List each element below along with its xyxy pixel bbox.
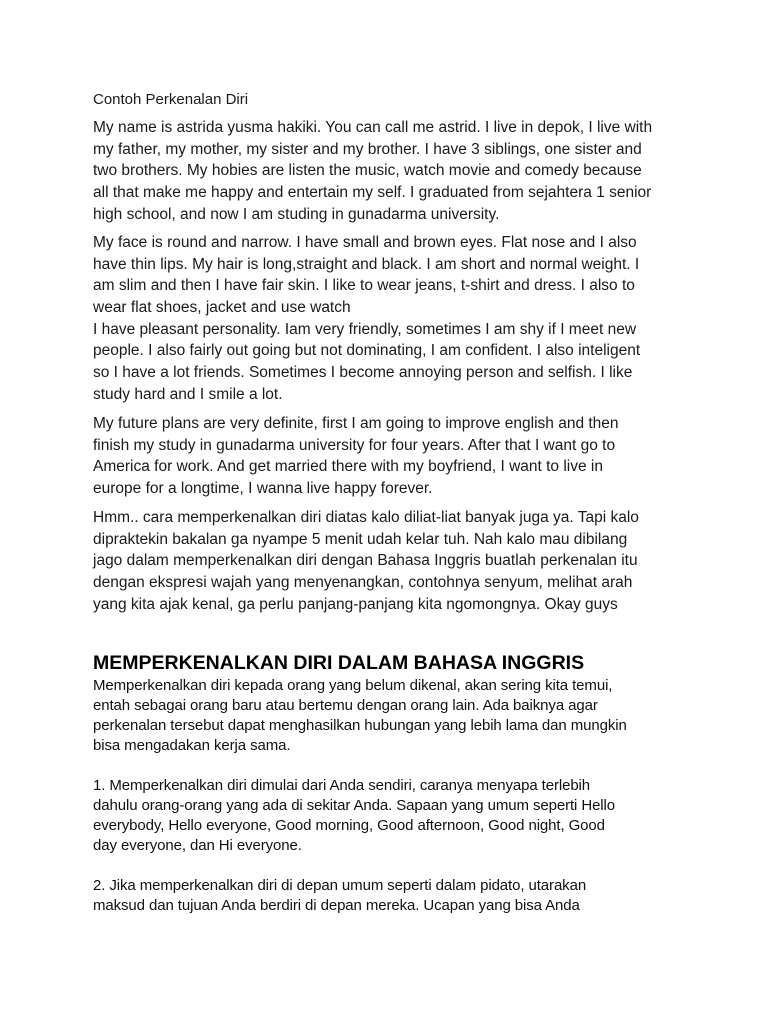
text-line: high school, and now I am studing in gunadarma university. <box>93 205 500 223</box>
text-line: two brothers. My hobies are listen the music, watch movie and comedy because <box>93 162 642 180</box>
paragraph <box>93 507 639 615</box>
text-line: maksud dan tujuan Anda berdiri di depan mereka. Ucapan yang bisa Anda <box>93 897 580 914</box>
text-line: 1. Memperkenalkan diri dimulai dari Anda sendiri, caranya menyapa terlebih <box>93 777 591 794</box>
text-line: yang kita ajak kenal, ga perlu panjang-panjang kita ngomongnya. Okay guys <box>93 595 618 613</box>
document-title: Contoh Perkenalan Diri <box>93 91 249 108</box>
text-line: my father, my mother, my sister and my brother. I have 3 siblings, one sister and <box>93 140 642 158</box>
text-line: people. I also fairly out going but not dominating, I am confident. I also inteligent <box>93 342 641 360</box>
text-line: wear flat shoes, jacket and use watch <box>93 299 351 317</box>
paragraph <box>93 413 619 500</box>
text-line: America for work. And get married there with my boyfriend, I want to live in <box>93 458 603 476</box>
text-line: entah sebagai orang baru atau bertemu dengan orang lain. Ada baiknya agar <box>93 697 598 714</box>
text-line: My face is round and narrow. I have small and brown eyes. Flat nose and I also <box>93 234 637 251</box>
text-line: finish my study in gunadarma university for four years. After that I want go to <box>93 436 616 454</box>
text-line: I have pleasant personality. Iam very friendly, sometimes I am shy if I meet new <box>93 320 637 338</box>
text-line: bisa mengadakan kerja sama. <box>93 737 291 754</box>
text-line: My name is astrida yusma hakiki. You can call me astrid. I live in depok, I live with <box>93 119 653 136</box>
text-line: europe for a longtime, I wanna live happy forever. <box>93 480 433 498</box>
text-line: perkenalan tersebut dapat menghasilkan hubungan yang lebih lama dan mungkin <box>93 717 627 734</box>
text-line: dengan ekspresi wajah yang menyenangkan, contohnya senyum, melihat arah <box>93 574 633 592</box>
text-line: day everyone, dan Hi everyone. <box>93 837 302 854</box>
text-line: all that make me happy and entertain my self. I graduated from sejahtera 1 senior <box>93 184 652 202</box>
text-line: am slim and then I have fair skin. I like to wear jeans, t-shirt and dress. I also to <box>93 277 635 295</box>
paragraph <box>93 876 586 916</box>
paragraph <box>93 776 615 856</box>
text-line: My future plans are very definite, first I am going to improve english and then <box>93 415 619 432</box>
text-line: have thin lips. My hair is long,straight and black. I am short and normal weight. I <box>93 255 640 273</box>
paragraph <box>93 676 627 756</box>
text-line: study hard and I smile a lot. <box>93 385 283 403</box>
text-line: everybody, Hello everyone, Good morning, Good afternoon, Good night, Good <box>93 817 605 834</box>
text-line: dipraktekin bakalan ga nyampe 5 menit udah kelar tuh. Nah kalo mau dibilang <box>93 530 628 548</box>
text-line: dahulu orang-orang yang ada di sekitar Anda. Sapaan yang umum seperti Hello <box>93 797 616 814</box>
paragraph <box>93 232 640 406</box>
text-line: Hmm.. cara memperkenalkan diri diatas kalo diliat-liat banyak juga ya. Tapi kalo <box>93 509 639 526</box>
text-line: jago dalam memperkenalkan diri dengan Bahasa Inggris buatlah perkenalan itu <box>93 552 638 570</box>
text-line: Memperkenalkan diri kepada orang yang belum dikenal, akan sering kita temui, <box>93 677 613 694</box>
text-line: 2. Jika memperkenalkan diri di depan umum seperti dalam pidato, utarakan <box>93 877 587 894</box>
paragraph <box>93 117 652 225</box>
text-line: so I have a lot friends. Sometimes I become annoying person and selfish. I like <box>93 364 633 382</box>
section-heading: MEMPERKENALKAN DIRI DALAM BAHASA INGGRIS <box>93 652 585 674</box>
